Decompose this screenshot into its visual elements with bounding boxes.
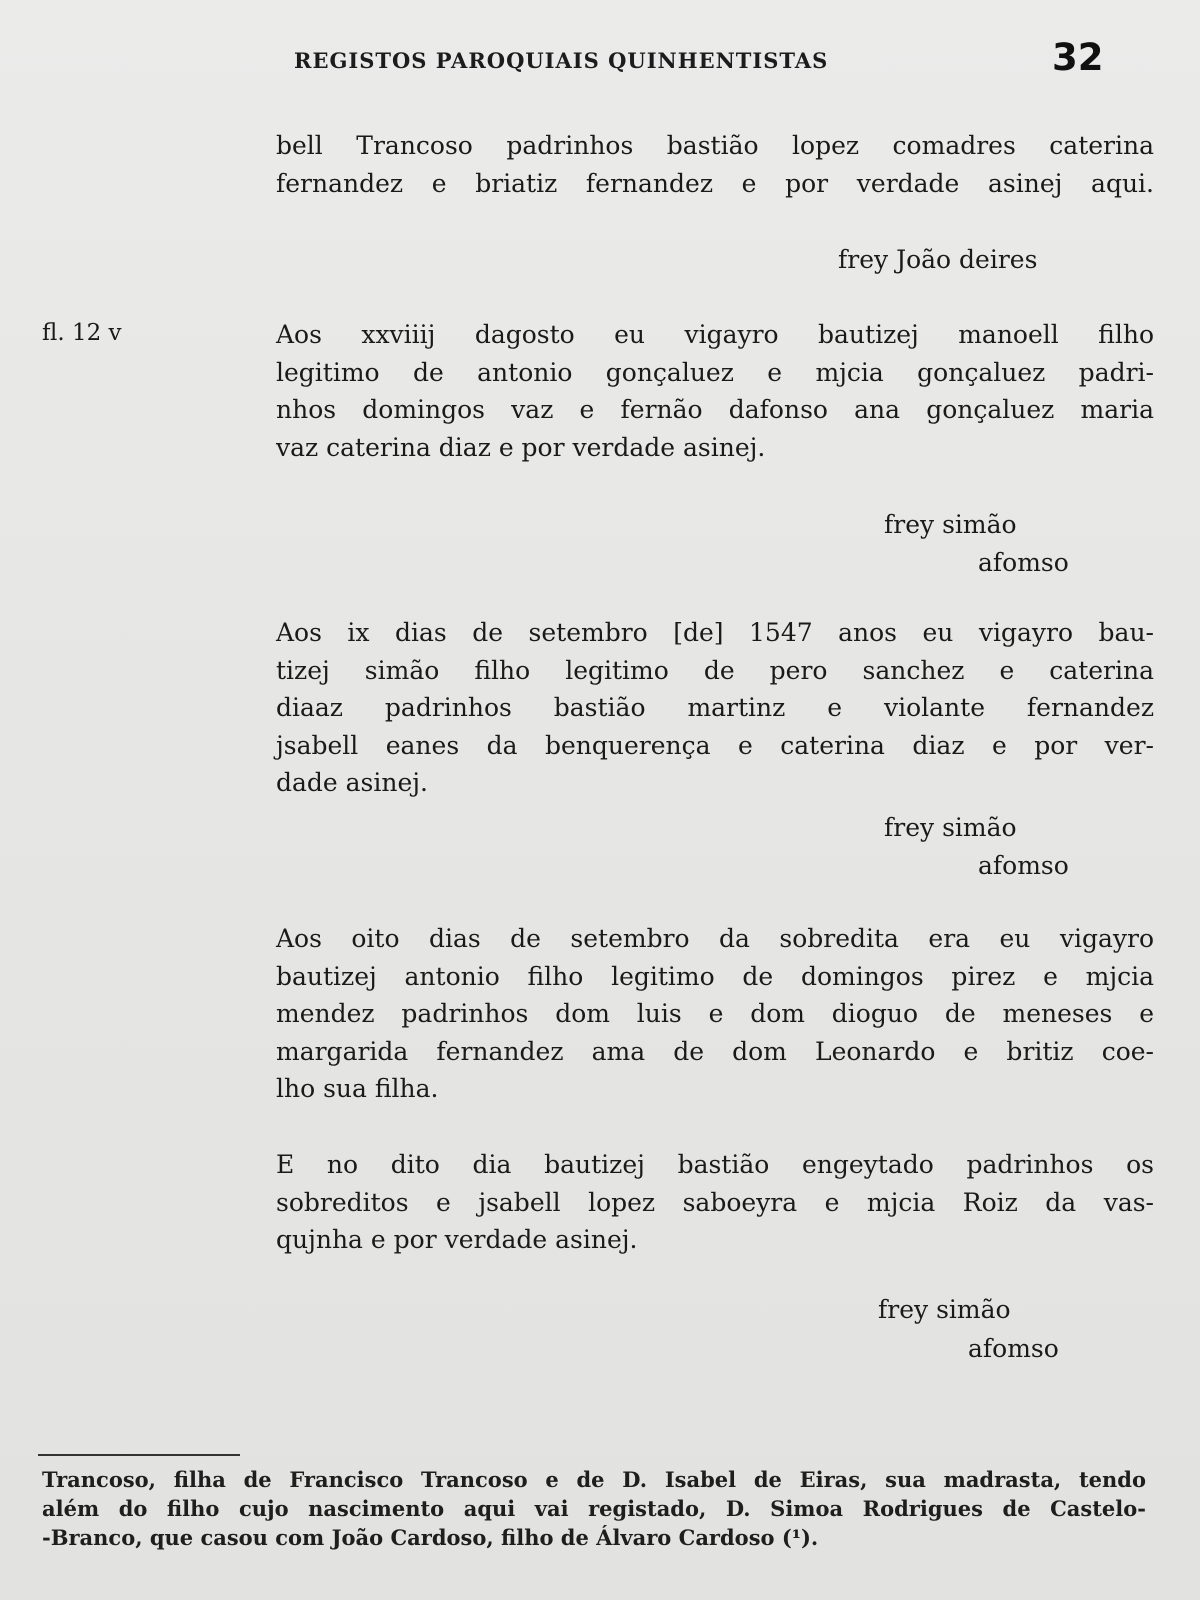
entry-line: dade asinej. [276,768,428,797]
entry-line: fernandez e briatiz fernandez e por verdade asinej aqui. [276,168,1154,198]
signature-line: afomso [978,548,1069,577]
entry-5-signature-name [878,1291,1011,1329]
entry-line: lho sua filha. [276,1074,439,1103]
entry-line: Aos oito dias de setembro da sobredita era eu vigayro [276,924,1154,953]
entry-line: Aos xxviiij dagosto eu vigayro bautizej manoell filho [276,320,1154,349]
entry-1-signature [838,241,1037,279]
entry-2-text [276,316,1154,466]
running-title: REGISTOS PAROQUIAIS QUINHENTISTAS [294,48,829,73]
signature-line: frey João deires [838,245,1038,274]
entry-line: margarida fernandez ama de dom Leonardo e britiz coe- [276,1036,1154,1066]
entry-line: vaz caterina diaz e por verdade asinej. [276,432,766,462]
signature-line: afomso [968,1334,1059,1363]
entry-3-text [276,614,1154,802]
signature-line: frey simão [884,813,1017,842]
signature-line: frey simão [884,510,1017,539]
entry-3-signature-name [884,809,1017,847]
entry-2-signature-surname [978,544,1069,582]
footnote-line: Trancoso, filha de Francisco Trancoso e de D. Isabel de Eiras, sua madrasta, tendo [42,1467,1146,1492]
entry-line: qujnha e por verdade asinej. [276,1225,638,1254]
entry-line: nhos domingos vaz e fernão dafonso ana gonçaluez maria [276,395,1154,424]
footnote-line: além do filho cujo nascimento aqui vai registado, D. Simoa Rodrigues de Castelo- [42,1496,1146,1521]
entry-line: E no dito dia bautizej bastião engeytado padrinhos os [276,1150,1154,1179]
entry-line: tizej simão filho legitimo de pero sanchez e caterina [276,655,1154,685]
signature-line: afomso [978,851,1069,880]
entry-line: bautizej antonio filho legitimo de domingos pirez e mjcia [276,961,1154,991]
entry-line: diaaz padrinhos bastião martinz e violante fernandez [276,693,1154,722]
footnote [42,1465,1146,1552]
signature-line: frey simão [878,1295,1011,1324]
entry-5-signature-surname [968,1330,1059,1368]
entry-3-signature-surname [978,847,1069,885]
entry-line: legitimo de antonio gonçaluez e mjcia gonçaluez padri- [276,357,1154,387]
entry-line: Aos ix dias de setembro [de] 1547 anos eu vigayro bau- [276,618,1154,647]
entry-4-text [276,920,1154,1108]
entry-line: mendez padrinhos dom luis e dom dioguo de meneses e [276,999,1154,1028]
entry-5-text [276,1146,1154,1259]
entry-1-text [276,127,1154,202]
footnote-line: -Branco, que casou com João Cardoso, filho de Álvaro Cardoso (¹). [42,1525,819,1550]
footnote-divider [38,1454,240,1456]
entry-line: jsabell eanes da benquerença e caterina diaz e por ver- [276,730,1154,760]
entry-line: sobreditos e jsabell lopez saboeyra e mjcia Roiz da vas- [276,1187,1154,1217]
entry-2-signature-name [884,506,1017,544]
entry-line: bell Trancoso padrinhos bastião lopez comadres caterina [276,131,1154,160]
page-number: 32 [1052,36,1104,79]
folio-reference: fl. 12 v [42,320,122,346]
